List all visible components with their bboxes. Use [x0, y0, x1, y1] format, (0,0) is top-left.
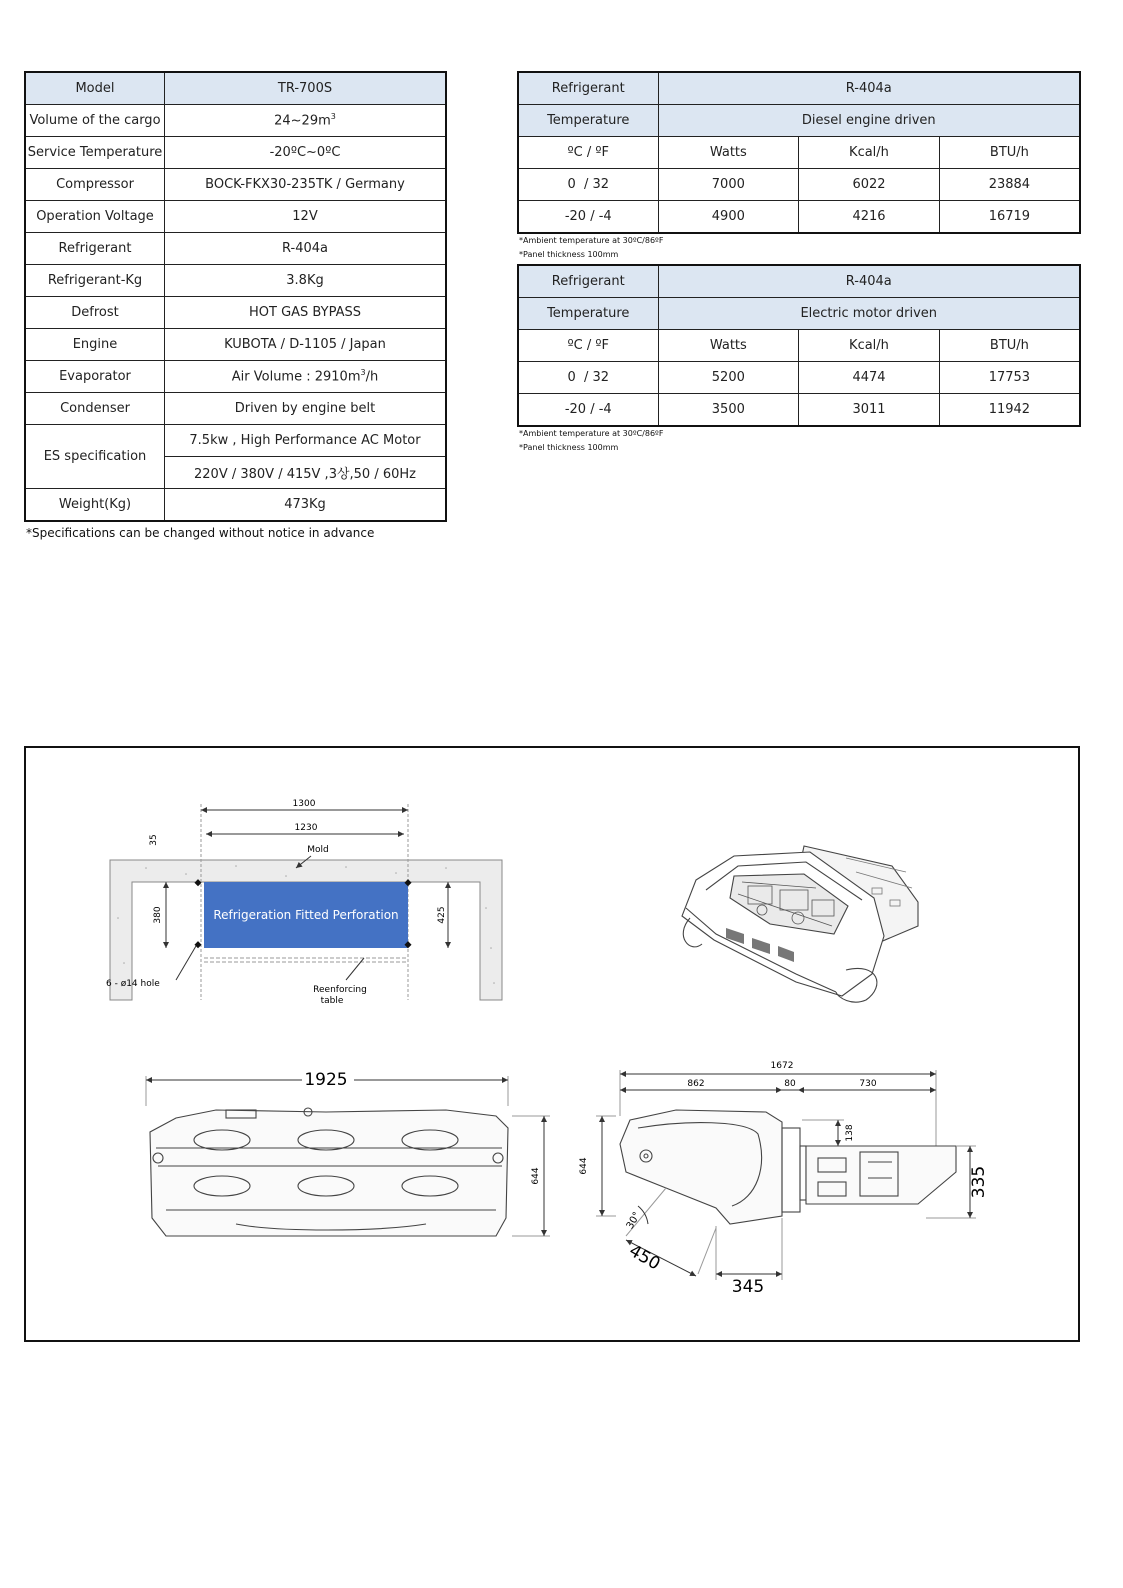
table-cell: 5200	[658, 362, 799, 394]
dim-425: 425	[437, 906, 447, 924]
spec-label: Engine	[25, 329, 165, 361]
column-header: Watts	[658, 330, 799, 362]
table-cell: 3011	[799, 394, 940, 427]
diesel-notes	[519, 234, 663, 262]
table-row	[518, 298, 1080, 330]
spec-value: 7.5kw , High Performance AC Motor	[165, 425, 447, 457]
spec-value: 473Kg	[165, 489, 447, 522]
refrigerant-value: R-404a	[658, 265, 1080, 298]
dim-345: 345	[731, 1277, 765, 1297]
spec-label: Evaporator	[25, 361, 165, 393]
spec-label: ES specification	[25, 425, 165, 489]
electric-notes	[519, 427, 663, 455]
table-header-row	[518, 137, 1080, 169]
spec-value: $24\sim 29m^3$	[165, 105, 447, 137]
spec-value: R-404a	[165, 233, 447, 265]
spec-label: Refrigerant-Kg	[25, 265, 165, 297]
column-header: ºC / ºF	[518, 137, 658, 169]
dim-80: 80	[784, 1079, 796, 1089]
table-header-row	[518, 330, 1080, 362]
dim-380: 380	[153, 906, 163, 924]
column-header: BTU/h	[939, 330, 1080, 362]
spec-value: TR-700S	[165, 72, 447, 105]
dim-644-side: 644	[579, 1157, 589, 1175]
dim-862: 862	[687, 1079, 705, 1089]
drive-mode: Electric motor driven	[658, 298, 1080, 330]
angle-30: 30°	[624, 1210, 644, 1232]
drawing-frame	[24, 746, 1080, 1342]
perforation-label: Refrigeration Fitted Perforation	[213, 908, 399, 922]
refrigerant-label: Refrigerant	[518, 265, 658, 298]
spec-value: KUBOTA / D-1105 / Japan	[165, 329, 447, 361]
spec-value: HOT GAS BYPASS	[165, 297, 447, 329]
mounting-section-view	[106, 799, 502, 1006]
table-cell: -20 / -4	[518, 394, 658, 427]
spec-value: BOCK-FKX30-235TK / Germany	[165, 169, 447, 201]
table-cell: 17753	[939, 362, 1080, 394]
panel-note: *Panel thickness 100mm	[519, 443, 619, 452]
spec-row	[25, 105, 446, 137]
panel-note: *Panel thickness 100mm	[519, 250, 619, 259]
table-row	[518, 105, 1080, 137]
dim-450: 450	[625, 1240, 664, 1275]
column-header: BTU/h	[939, 137, 1080, 169]
dim-1925: 1925	[304, 1070, 348, 1090]
spec-label: Weight(Kg)	[25, 489, 165, 522]
spec-value: 220V / 380V / 415V ,3상,50 / 60Hz	[165, 457, 447, 489]
column-header: Kcal/h	[799, 330, 940, 362]
spec-label: Service Temperature	[25, 137, 165, 169]
side-view	[579, 1061, 989, 1297]
dim-730: 730	[859, 1079, 877, 1089]
table-cell: 3500	[658, 394, 799, 427]
dim-1672: 1672	[770, 1061, 794, 1071]
table-cell: 4900	[658, 201, 799, 234]
table-cell: 4216	[799, 201, 940, 234]
hole-label: 6 - ø14 hole	[106, 979, 160, 989]
temperature-label: Temperature	[518, 105, 658, 137]
table-row	[518, 201, 1080, 234]
spec-label: Condenser	[25, 393, 165, 425]
column-header: ºC / ºF	[518, 330, 658, 362]
front-view	[146, 1068, 550, 1236]
technical-drawing	[26, 748, 1078, 1340]
table-cell: 7000	[658, 169, 799, 201]
spec-label: Refrigerant	[25, 233, 165, 265]
spec-row	[25, 361, 446, 393]
spec-value: Driven by engine belt	[165, 393, 447, 425]
spec-label: Model	[25, 72, 165, 105]
spec-label: Operation Voltage	[25, 201, 165, 233]
dim-1300: 1300	[292, 799, 316, 809]
spec-row	[25, 137, 446, 169]
reinforcing-label: Reenforcing table	[313, 985, 367, 1006]
dim-644-front: 644	[531, 1167, 541, 1185]
spec-row	[25, 201, 446, 233]
table-cell: 6022	[799, 169, 940, 201]
table-cell: 4474	[799, 362, 940, 394]
drive-mode: Diesel engine driven	[658, 105, 1080, 137]
mold-label: Mold	[307, 845, 329, 855]
refrigerant-label: Refrigerant	[518, 72, 658, 105]
diesel-capacity-table	[517, 71, 1081, 234]
ambient-note: *Ambient temperature at 30ºC/86ºF	[519, 429, 664, 438]
spec-value: 12V	[165, 201, 447, 233]
spec-label: Volume of the cargo	[25, 105, 165, 137]
table-row	[518, 394, 1080, 427]
table-cell: 0 / 32	[518, 362, 658, 394]
ambient-note: *Ambient temperature at 30ºC/86ºF	[519, 236, 664, 245]
column-header: Kcal/h	[799, 137, 940, 169]
spec-value: Air Volume : $2910m^3/h$	[165, 361, 447, 393]
dim-138: 138	[845, 1124, 855, 1142]
spec-footnote: *Specifications can be changed without notice in advance	[26, 526, 375, 540]
column-header: Watts	[658, 137, 799, 169]
isometric-unit-view	[682, 846, 918, 1002]
spec-row	[25, 297, 446, 329]
dim-35: 35	[149, 834, 159, 846]
table-cell: -20 / -4	[518, 201, 658, 234]
electric-capacity-table	[517, 264, 1081, 427]
dim-1230: 1230	[294, 823, 318, 833]
table-row	[518, 72, 1080, 105]
table-cell: 23884	[939, 169, 1080, 201]
spec-row	[25, 169, 446, 201]
table-row	[518, 265, 1080, 298]
dim-335: 335	[969, 1165, 989, 1199]
spec-value: -20ºC~0ºC	[165, 137, 447, 169]
spec-row	[25, 233, 446, 265]
temperature-label: Temperature	[518, 298, 658, 330]
spec-row	[25, 393, 446, 425]
table-cell: 0 / 32	[518, 169, 658, 201]
table-cell: 11942	[939, 394, 1080, 427]
table-cell: 16719	[939, 201, 1080, 234]
spec-table	[24, 71, 447, 522]
spec-row	[25, 329, 446, 361]
spec-row	[25, 425, 446, 457]
spec-label: Defrost	[25, 297, 165, 329]
table-row	[518, 362, 1080, 394]
spec-value: 3.8Kg	[165, 265, 447, 297]
table-row	[518, 169, 1080, 201]
refrigerant-value: R-404a	[658, 72, 1080, 105]
spec-row	[25, 489, 446, 522]
spec-row	[25, 72, 446, 105]
spec-label: Compressor	[25, 169, 165, 201]
spec-row	[25, 265, 446, 297]
